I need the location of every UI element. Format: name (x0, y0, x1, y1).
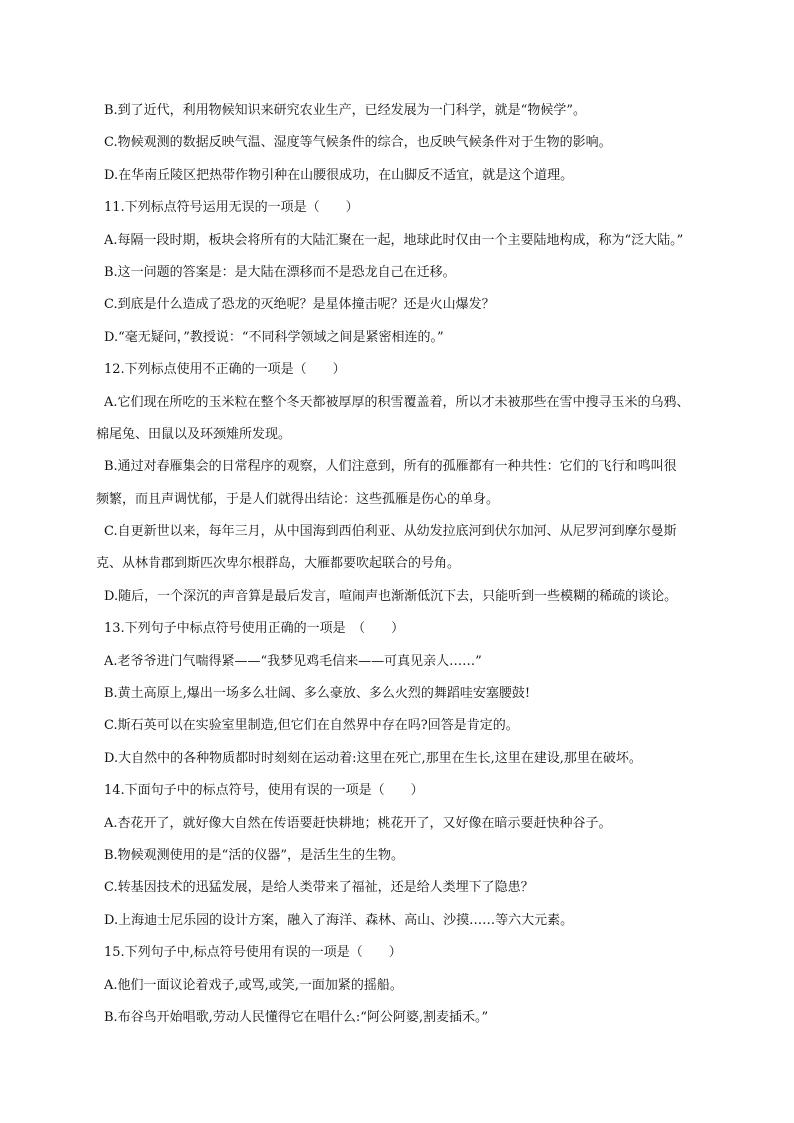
q12-option-c: C.自更新世以来，每年三月，从中国海到西伯利亚、从幼发拉底河到伏尔加河、从尼罗河到摩尔曼斯 (104, 524, 677, 540)
question-11-stem: 11.下列标点符号运用无误的一项是（ ） (104, 200, 359, 216)
q14-option-c: C.转基因技术的迅猛发展，是给人类带来了福祉，还是给人类埋下了隐患？ (104, 880, 534, 896)
q12-option-a-cont: 棉尾兔、田鼠以及环颈雉所发现。 (96, 426, 292, 442)
question-13-stem: 13.下列句子中标点符号使用正确的一项是 （ ） (104, 621, 405, 637)
option-c-line: C.物候观测的数据反映气温、湿度等气候条件的综合，也反映气候条件对于生物的影响。 (104, 135, 612, 151)
q12-option-a: A.它们现在所吃的玉米粒在整个冬天都被厚厚的积雪覆盖着，所以才未被那些在雪中搜寻玉米的乌鸦、 (104, 394, 690, 410)
question-12-stem: 12.下列标点使用不正确的一项是（ ） (104, 362, 346, 378)
q13-option-a: A.老爷爷进门气喘得紧——“我梦见鸡毛信来——可真见亲人……” (104, 653, 482, 669)
q14-option-b: B.物候观测使用的是“活的仪器”，是活生生的生物。 (104, 847, 404, 863)
q12-option-d: D.随后，一个深沉的声音算是最后发言，喧闹声也渐渐低沉下去，只能听到一些模糊的稀疏的谈论。 (104, 588, 678, 604)
question-15-stem: 15.下列句子中,标点符号使用有误的一项是（ ） (104, 945, 402, 961)
q11-option-b: B.这一问题的答案是：是大陆在漂移而不是恐龙自己在迁移。 (104, 264, 456, 280)
q13-option-b: B.黄土高原上,爆出一场多么壮阔、多么豪放、多么火烈的舞蹈哇安塞腰鼓! (104, 686, 531, 702)
question-14-stem: 14.下面句子中的标点符号，使用有误的一项是（ ） (104, 783, 424, 799)
q12-option-b-cont: 频繁，而且声调忧郁，于是人们就得出结论：这些孤雁是伤心的单身。 (96, 491, 500, 507)
option-b-line: B.到了近代，利用物候知识来研究农业生产，已经发展为一门科学，就是“物候学”。 (104, 103, 586, 118)
q14-option-d: D.上海迪士尼乐园的设计方案，融入了海洋、森林、高山、沙摸……等六大元素。 (104, 912, 574, 928)
q13-option-d: D.大自然中的各种物质都时时刻刻在运动着:这里在死亡,那里在生长,这里在建设,那里在破坏。 (104, 750, 642, 766)
q15-option-b: B.布谷鸟开始唱歌,劳动人民懂得它在唱什么:“阿公阿婆,割麦插禾。” (104, 1009, 489, 1025)
option-d-line: D.在华南丘陵区把热带作物引种在山腰很成功，在山脚反不适宜，就是这个道理。 (104, 167, 574, 183)
q14-option-a: A.杏花开了，就好像大自然在传语要赶快耕地；桃花开了，又好像在暗示要赶快种谷子。 (104, 815, 612, 831)
q12-option-b: B.通过对春雁集会的日常程序的观察，人们注意到，所有的孤雁都有一种共性：它们的飞行和鸣叫很 (104, 459, 677, 475)
q12-option-c-cont: 克、从林肯郡到斯匹次卑尔根群岛，大雁都要吹起联合的号角。 (96, 556, 461, 572)
q13-option-c: C.斯石英可以在实验室里制造,但它们在自然界中存在吗?回答是肯定的。 (104, 718, 519, 734)
q15-option-a: A.他们一面议论着戏子,或骂,或笑,一面加紧的摇船。 (104, 977, 403, 993)
q11-option-c: C.到底是什么造成了恐龙的灭绝呢？是星体撞击呢？还是火山爆发？ (104, 297, 495, 313)
q11-option-d: D.“毫无疑问，”教授说：“不同科学领域之间是紧密相连的。” (104, 329, 444, 345)
q11-option-a: A.每隔一段时期，板块会将所有的大陆汇聚在一起，地球此时仅由一个主要陆地构成，称为“泛大陆。” (104, 232, 684, 248)
